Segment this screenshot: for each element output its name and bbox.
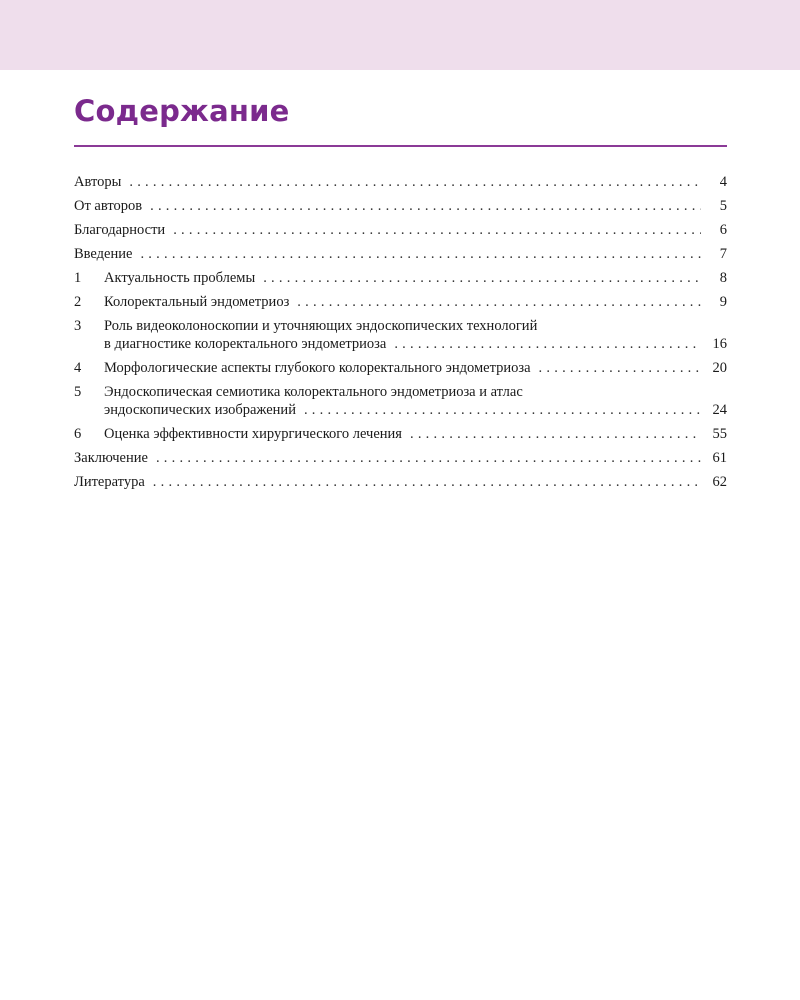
toc-leader-dots (129, 174, 701, 190)
toc-page-number: 20 (712, 360, 727, 376)
toc-entry-acknowledgements[interactable] (74, 220, 727, 238)
toc-entry-title: От авторов (74, 198, 143, 214)
toc-entry-chapter-4[interactable] (74, 358, 727, 376)
toc-chapter-number: 3 (74, 318, 82, 334)
toc-chapter-number: 4 (74, 360, 82, 376)
toc-page-number: 62 (712, 474, 727, 490)
toc-entry-title: Введение (74, 246, 133, 262)
toc-page-number: 24 (712, 402, 727, 418)
toc-page-number: 61 (712, 450, 727, 466)
toc-entry-title: Оценка эффективности хирургического лечения (104, 426, 402, 442)
page-title: Содержание (74, 94, 290, 128)
toc-entry-title: Литература (74, 474, 145, 490)
toc-entry-chapter-6[interactable] (74, 424, 727, 442)
toc-leader-dots (297, 294, 701, 310)
title-divider (74, 145, 727, 147)
toc-leader-dots (150, 198, 701, 214)
toc-leader-dots (140, 246, 701, 262)
toc-page-number: 8 (719, 270, 727, 286)
header-band (0, 0, 800, 70)
toc-entry-title: Заключение (74, 450, 148, 466)
toc-leader-dots (173, 222, 701, 238)
toc-entry-title: Морфологические аспекты глубокого колоректального эндометриоза (104, 360, 531, 376)
toc-page-number: 5 (719, 198, 727, 214)
toc-page-number: 6 (719, 222, 727, 238)
toc-entry-conclusion[interactable] (74, 448, 727, 466)
toc-entry-authors[interactable] (74, 172, 727, 190)
toc-leader-dots (153, 474, 701, 490)
toc-leader-dots (156, 450, 701, 466)
toc-page-number: 16 (712, 336, 727, 352)
toc-entry-references[interactable] (74, 472, 727, 490)
toc-entry-title: в диагностике колоректального эндометриоза (104, 336, 387, 352)
toc-entry-title: эндоскопических изображений (104, 402, 296, 418)
toc-entry-title-line-1: Эндоскопическая семиотика колоректального эндометриоза и атлас (104, 384, 523, 400)
toc-page-number: 4 (719, 174, 727, 190)
toc-entry-title: Актуальность проблемы (104, 270, 256, 286)
toc-entry-title: Благодарности (74, 222, 166, 238)
toc-page-number: 55 (712, 426, 727, 442)
toc-entry-title-line-1: Роль видеоколоноскопии и уточняющих эндоскопических технологий (104, 318, 538, 334)
toc-leader-dots (263, 270, 701, 286)
toc-chapter-number: 6 (74, 426, 82, 442)
toc-page-number: 7 (719, 246, 727, 262)
toc-leader-dots (304, 402, 701, 418)
toc-entry-chapter-2[interactable] (74, 292, 727, 310)
toc-chapter-number: 5 (74, 384, 82, 400)
toc-entry-title: Колоректальный эндометриоз (104, 294, 290, 310)
toc-page-number: 9 (719, 294, 727, 310)
toc-entry-chapter-5[interactable] (74, 382, 727, 418)
toc-entry-chapter-3[interactable] (74, 316, 727, 352)
toc-entry-introduction[interactable] (74, 244, 727, 262)
toc-chapter-number: 1 (74, 270, 82, 286)
toc-leader-dots (394, 336, 701, 352)
toc-entry-chapter-1[interactable] (74, 268, 727, 286)
toc-entry-from-authors[interactable] (74, 196, 727, 214)
toc-leader-dots (539, 360, 701, 376)
toc-entry-title: Авторы (74, 174, 122, 190)
toc-leader-dots (410, 426, 701, 442)
toc-chapter-number: 2 (74, 294, 82, 310)
